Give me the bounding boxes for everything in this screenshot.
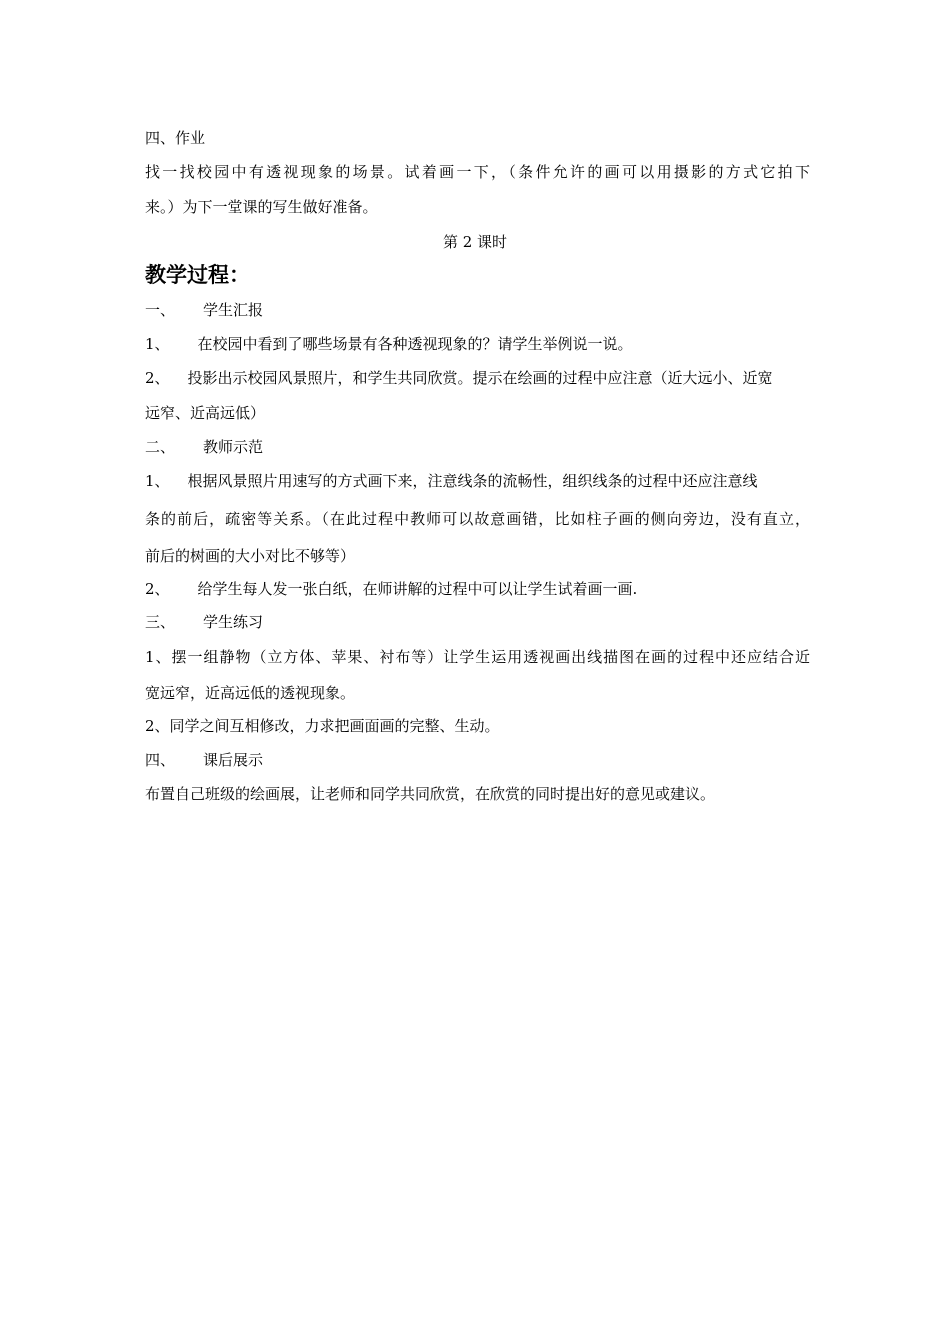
section-2-item-2-number: 2、	[145, 580, 170, 598]
section-1-item-2-number: 2、	[145, 369, 170, 387]
lesson-label: 第 2 课时	[442, 233, 508, 251]
section-1-item-1-text: 在校园中看到了哪些场景有各种透视现象的？请学生举例说一说。	[197, 335, 633, 353]
section-1-number: 一、	[145, 301, 176, 319]
section-2-item-2-text: 给学生每人发一张白纸，在师讲解的过程中可以让学生试着画一画.	[197, 580, 638, 598]
section-2-item-1	[145, 471, 810, 491]
section-2-item-2	[145, 579, 810, 599]
section-3-item-1-line-2: 宽远窄，近高远低的透视现象。	[145, 684, 356, 702]
homework-heading: 四、作业	[145, 129, 206, 147]
section-2-number: 二、	[145, 438, 176, 456]
section-1-item-1-number: 1、	[145, 335, 170, 353]
section-2-title: 教师示范	[203, 438, 264, 456]
process-heading: 教学过程：	[145, 263, 250, 287]
section-1-heading	[145, 300, 810, 320]
section-2-item-1-number: 1、	[145, 472, 170, 490]
section-4-number: 四、	[145, 751, 176, 769]
section-2-item-1-text-line-3: 前后的树画的大小对比不够等）	[145, 547, 356, 565]
section-1-item-2-text-line-1: 投影出示校园风景照片，和学生共同欣赏。提示在绘画的过程中应注意（近大远小、近宽	[187, 369, 773, 387]
section-3-title: 学生练习	[203, 613, 264, 631]
section-3-number: 三、	[145, 613, 176, 631]
section-4-text: 布置自己班级的绘画展，让老师和同学共同欣赏，在欣赏的同时提出好的意见或建议。	[145, 785, 716, 803]
section-1-item-2	[145, 368, 810, 388]
section-3-heading	[145, 612, 810, 632]
section-2-item-1-text-line-2: 条的前后，疏密等关系。（在此过程中教师可以故意画错，比如柱子画的侧向旁边，没有直立，	[145, 510, 810, 528]
section-1-title: 学生汇报	[203, 301, 264, 319]
homework-text-line-2: 来。）为下一堂课的写生做好准备。	[145, 198, 378, 216]
section-4-title: 课后展示	[203, 751, 264, 769]
section-2-heading	[145, 437, 810, 457]
section-3-item-1-line-1: 1、摆一组静物（立方体、苹果、衬布等）让学生运用透视画出线描图在画的过程中还应结合近	[145, 648, 810, 666]
section-1-item-2-text-line-2: 远窄、近高远低）	[145, 404, 266, 422]
section-1-item-1	[145, 334, 810, 354]
section-3-item-2: 2、同学之间互相修改，力求把画面画的完整、生动。	[145, 717, 500, 735]
section-2-item-1-text-line-1: 根据风景照片用速写的方式画下来，注意线条的流畅性，组织线条的过程中还应注意线	[187, 472, 758, 490]
homework-text-line-1: 找一找校园中有透视现象的场景。试着画一下，（条件允许的画可以用摄影的方式它拍下	[145, 163, 810, 181]
section-4-heading	[145, 750, 810, 770]
